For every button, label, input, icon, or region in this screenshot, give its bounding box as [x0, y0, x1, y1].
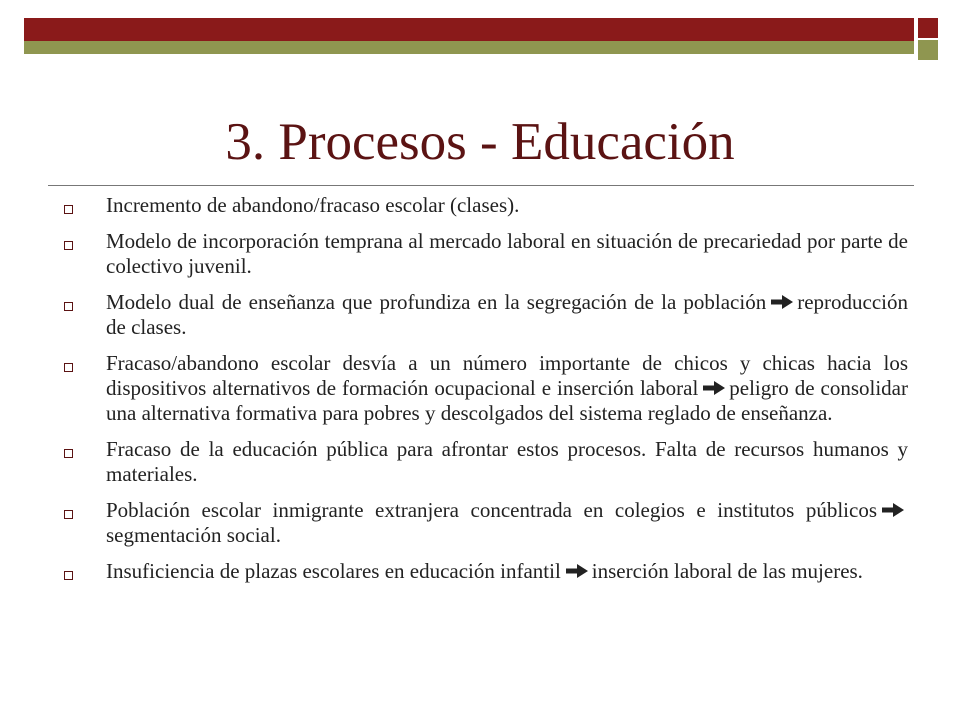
bullet-text: Modelo dual de enseñanza que profundiza en la segregación de la población reproducción de clases. — [106, 290, 908, 339]
square-bullet-icon — [64, 571, 73, 580]
list-item — [64, 559, 908, 584]
square-bullet-icon — [64, 241, 73, 250]
arrow-right-icon — [703, 381, 725, 395]
bullet-text: Fracaso de la educación pública para afrontar estos procesos. Falta de recursos humanos y materiales. — [106, 437, 908, 486]
arrow-right-icon — [882, 503, 904, 517]
square-bullet-icon — [64, 302, 73, 311]
square-bullet-icon — [64, 363, 73, 372]
bullet-text: Fracaso/abandono escolar desvía a un número importante de chicos y chicas hacia los dispositivos alternativos de formación ocupacional e inserción laboral peligro de consolidar una alternativa formativa para pobres y descolgados del sistema reglado de enseñanza. — [106, 351, 908, 425]
header-stripe-olive — [24, 41, 914, 54]
bullet-text: Incremento de abandono/fracaso escolar (clases). — [106, 193, 520, 217]
square-bullet-icon — [64, 205, 73, 214]
list-item — [64, 351, 908, 426]
list-item — [64, 290, 908, 340]
square-bullet-icon — [64, 449, 73, 458]
bullet-text: Población escolar inmigrante extranjera concentrada en colegios e institutos públicossegmentación social. — [106, 498, 908, 548]
list-item — [64, 437, 908, 487]
arrow-right-icon — [566, 564, 588, 578]
list-item — [64, 498, 908, 548]
header-bar — [24, 18, 914, 54]
header-stripe-red — [24, 18, 914, 41]
bullet-text: Modelo de incorporación temprana al mercado laboral en situación de precariedad por parte de colectivo juvenil. — [106, 229, 908, 278]
corner-square-olive — [918, 40, 938, 60]
title-divider — [48, 185, 914, 186]
slide-title: 3. Procesos - Educación — [225, 113, 735, 171]
bullet-list — [64, 193, 908, 595]
bullet-text: Insuficiencia de plazas escolares en educación infantil inserción laboral de las mujeres. — [106, 559, 863, 583]
arrow-right-icon — [771, 295, 793, 309]
list-item — [64, 229, 908, 279]
corner-square-red — [918, 18, 938, 38]
square-bullet-icon — [64, 510, 73, 519]
list-item — [64, 193, 908, 218]
